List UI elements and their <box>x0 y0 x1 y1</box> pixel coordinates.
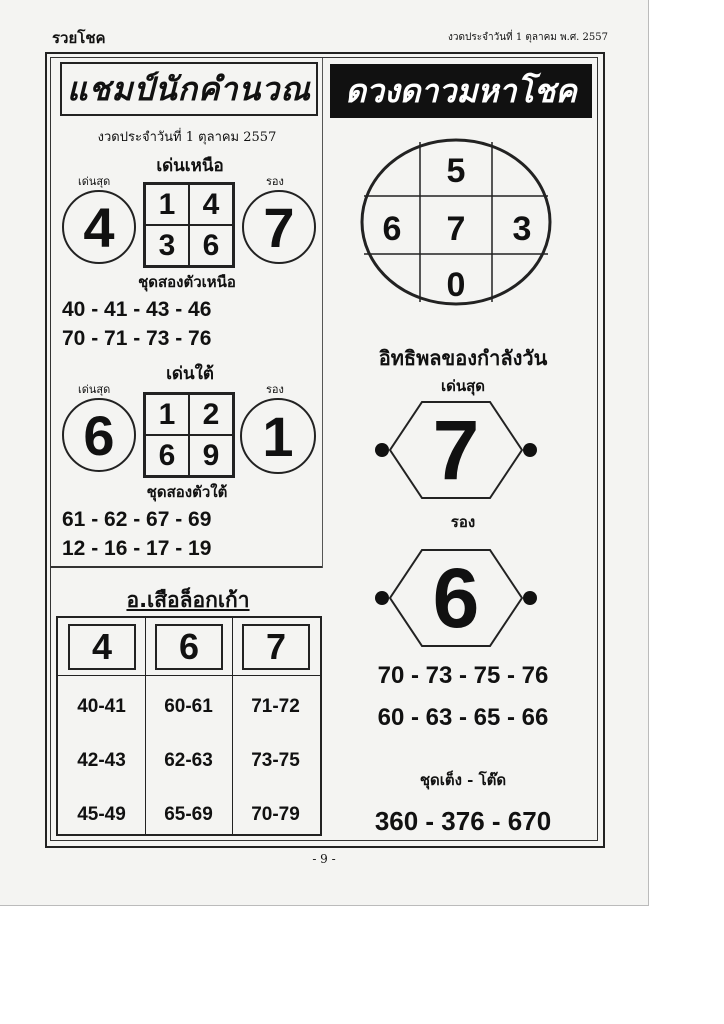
north-grid-cell: 3 <box>145 225 189 266</box>
master-cell: 70-79 <box>251 804 300 825</box>
star-left-digit: 6 <box>382 210 402 248</box>
north-grid-cell: 1 <box>145 184 189 225</box>
hexagon-dot-right <box>523 443 537 457</box>
north-best-circle: 4 <box>62 190 136 264</box>
master-column-head: 7 <box>242 624 310 670</box>
south-pairs-line-2: 12 - 16 - 17 - 19 <box>62 537 212 560</box>
influence-line-2: 60 - 63 - 65 - 66 <box>377 704 549 731</box>
south-pairs-heading: ชุดสองตัวใต้ <box>146 483 228 501</box>
column-divider <box>322 58 323 568</box>
master-cell: 73-75 <box>251 750 300 771</box>
section-divider <box>50 566 322 568</box>
hexagon-dot-left <box>375 443 389 457</box>
south-second-label: รอง <box>266 383 284 396</box>
influence-second-label: รอง <box>450 513 476 531</box>
right-title: ดวงดาวมหาโชค <box>330 64 592 118</box>
master-column-head: 6 <box>155 624 223 670</box>
sets-numbers: 360 - 376 - 670 <box>374 806 552 836</box>
master-column <box>145 618 233 834</box>
influence-best-label: เด่นสุด <box>440 377 486 395</box>
master-table <box>56 616 322 836</box>
master-column-head: 4 <box>68 624 136 670</box>
north-grid-cell: 4 <box>189 184 233 225</box>
north-pairs-line-2: 70 - 71 - 73 - 76 <box>62 327 212 350</box>
south-grid-cell: 1 <box>145 394 189 435</box>
issue-date: งวดประจำวันที่ 1 ตุลาคม พ.ศ. 2557 <box>448 32 608 43</box>
south-pairs-line-1: 61 - 62 - 67 - 69 <box>62 508 212 531</box>
star-top-digit: 5 <box>446 152 466 190</box>
south-digit-grid <box>143 392 235 478</box>
star-bottom-digit: 0 <box>446 266 466 304</box>
star-center-digit: 7 <box>446 210 466 248</box>
north-best-label: เด่นสุด <box>78 175 111 188</box>
influence-best-digit: 7 <box>432 403 480 497</box>
master-cell: 71-72 <box>251 696 300 717</box>
magazine-name: รวยโชค <box>52 29 106 47</box>
star-right-digit: 3 <box>512 210 532 248</box>
master-cell: 45-49 <box>77 804 126 825</box>
south-grid-cell: 9 <box>189 435 233 476</box>
sets-label: ชุดเต็ง - โต๊ด <box>419 771 507 789</box>
south-best-label: เด่นสุด <box>78 383 111 396</box>
south-best-circle: 6 <box>62 398 136 472</box>
master-cell: 65-69 <box>164 804 213 825</box>
master-cell: 62-63 <box>164 750 213 771</box>
north-second-circle: 7 <box>242 190 316 264</box>
left-title: แชมป์นักคำนวณ <box>60 62 318 116</box>
south-grid-cell: 6 <box>145 435 189 476</box>
hexagon-dot-left <box>375 591 389 605</box>
north-digit-grid <box>143 182 235 268</box>
influence-line-1: 70 - 73 - 75 - 76 <box>377 662 549 689</box>
master-title: อ.เสือล็อกเก้า <box>126 588 250 612</box>
south-heading: เด่นใต้ <box>166 364 214 384</box>
influence-second-digit: 6 <box>432 551 480 645</box>
south-grid-cell: 2 <box>189 394 233 435</box>
draw-date: งวดประจำวันที่ 1 ตุลาคม 2557 <box>97 130 277 145</box>
master-cell: 42-43 <box>77 750 126 771</box>
north-pairs-line-1: 40 - 41 - 43 - 46 <box>62 298 212 321</box>
influence-title: อิทธิพลของกำลังวัน <box>378 346 548 370</box>
north-pairs-heading: ชุดสองตัวเหนือ <box>138 273 236 291</box>
south-second-circle: 1 <box>240 398 316 474</box>
hexagon-dot-right <box>523 591 537 605</box>
master-column <box>58 618 146 834</box>
north-second-label: รอง <box>266 175 284 188</box>
master-header-rule <box>58 675 320 676</box>
master-column <box>232 618 319 834</box>
north-grid-cell: 6 <box>189 225 233 266</box>
page-number: - 9 - <box>312 852 336 866</box>
master-cell: 60-61 <box>164 696 213 717</box>
master-cell: 40-41 <box>77 696 126 717</box>
north-heading: เด่นเหนือ <box>156 156 224 176</box>
